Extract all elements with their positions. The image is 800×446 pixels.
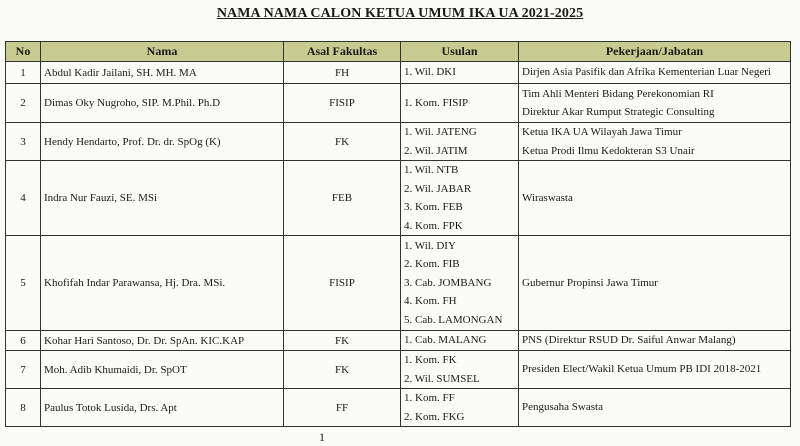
usulan-item: 2. Wil. JATIM [404, 144, 468, 157]
cell-fakultas [284, 331, 401, 351]
cell-no [6, 62, 41, 84]
cell-pekerjaan [519, 331, 791, 351]
usulan-item: 4. Kom. FH [404, 295, 457, 308]
cell-usulan [401, 331, 519, 351]
cell-no [6, 389, 41, 427]
nama-text: Dimas Oky Nugroho, SIP. M.Phil. Ph.D [44, 97, 221, 109]
nama-text: Hendy Hendarto, Prof. Dr. dr. SpOg (K) [44, 135, 221, 148]
pekerjaan-item: Direktur Akar Rumput Strategic Consulting [522, 106, 715, 118]
cell-pekerjaan [519, 84, 791, 123]
cell-fakultas [284, 161, 401, 236]
cell-nama [41, 123, 284, 161]
table-row [6, 161, 791, 236]
cell-nama [41, 236, 284, 331]
usulan-item: 4. Kom. FPK [404, 219, 463, 232]
fakultas-text: FISIP [329, 277, 355, 289]
usulan-item: 2. Wil. JABAR [404, 182, 472, 195]
usulan-item: 1. Wil. DIY [404, 239, 456, 252]
document-title: NAMA NAMA CALON KETUA UMUM IKA UA 2021-2025 [216, 6, 584, 21]
cell-nama [41, 351, 284, 389]
no-text: 8 [20, 401, 26, 414]
header-no: No [6, 42, 41, 62]
usulan-item: 1. Wil. JATENG [404, 126, 477, 138]
nama-text: Khofifah Indar Parawansa, Hj. Dra. MSi. [44, 277, 226, 289]
header-nama: Nama [41, 42, 284, 62]
usulan-item: 2. Kom. FIB [404, 258, 460, 271]
cell-fakultas [284, 236, 401, 331]
header-fakultas: Asal Fakultas [284, 42, 401, 62]
cell-pekerjaan [519, 389, 791, 427]
pekerjaan-item: Tim Ahli Menteri Bidang Perekonomian RI [522, 87, 714, 100]
fakultas-text: FK [334, 363, 350, 376]
usulan-item: 1. Kom. FISIP [404, 96, 469, 109]
header-pekerjaan: Pekerjaan/Jabatan [519, 42, 791, 62]
cell-usulan [401, 389, 519, 427]
cell-pekerjaan [519, 62, 791, 84]
table-row [6, 62, 791, 84]
table-row [6, 389, 791, 427]
cell-usulan [401, 62, 519, 84]
cell-nama [41, 84, 284, 123]
header-usulan: Usulan [401, 42, 519, 62]
no-text: 5 [20, 277, 26, 289]
candidates-table [5, 41, 791, 427]
cell-no [6, 161, 41, 236]
usulan-item: 1. Cab. MALANG [404, 334, 487, 347]
no-text: 2 [20, 97, 26, 109]
fakultas-text: FK [334, 135, 350, 148]
nama-text: Paulus Totok Lusida, Drs. Apt [44, 401, 177, 414]
no-text: 3 [20, 135, 26, 148]
nama-text: Kohar Hari Santoso, Dr. Dr. SpAn. KIC.KAP [44, 334, 245, 347]
cell-no [6, 351, 41, 389]
pekerjaan-item: Ketua IKA UA Wilayah Jawa Timur [522, 126, 682, 138]
pekerjaan-item: Gubernur Propinsi Jawa Timur [522, 276, 658, 289]
pekerjaan-item: Wiraswasta [522, 191, 573, 204]
cell-pekerjaan [519, 351, 791, 389]
cell-no [6, 236, 41, 331]
cell-no [6, 84, 41, 123]
nama-text: Abdul Kadir Jailani, SH. MH. MA [44, 66, 197, 79]
cell-fakultas [284, 84, 401, 123]
nama-text: Moh. Adib Khumaidi, Dr. SpOT [44, 363, 187, 376]
table-header-row [6, 42, 791, 62]
cell-nama [41, 62, 284, 84]
no-text: 7 [20, 363, 26, 376]
cell-pekerjaan [519, 161, 791, 236]
usulan-item: 3. Kom. FEB [404, 201, 463, 213]
cell-no [6, 331, 41, 351]
cell-no [6, 123, 41, 161]
cell-usulan [401, 123, 519, 161]
cell-usulan [401, 161, 519, 236]
cell-nama [41, 161, 284, 236]
fakultas-text: FK [334, 334, 350, 347]
fakultas-text: FF [335, 401, 349, 414]
no-text: 6 [20, 334, 26, 347]
table-row [6, 351, 791, 389]
no-text: 1 [20, 66, 26, 79]
usulan-item: 5. Cab. LAMONGAN [404, 313, 503, 326]
usulan-item: 1. Kom. FK [404, 354, 457, 366]
cell-pekerjaan [519, 236, 791, 331]
table-row [6, 123, 791, 161]
cell-fakultas [284, 351, 401, 389]
cell-usulan [401, 84, 519, 123]
usulan-item: 2. Kom. FKG [404, 410, 465, 423]
cell-nama [41, 389, 284, 427]
pekerjaan-item: Ketua Prodi Ilmu Kedokteran S3 Unair [522, 144, 695, 157]
table-row [6, 84, 791, 123]
cell-nama [41, 331, 284, 351]
cell-pekerjaan [519, 123, 791, 161]
table-row [6, 331, 791, 351]
usulan-item: 2. Wil. SUMSEL [404, 372, 480, 385]
cell-usulan [401, 236, 519, 331]
pekerjaan-item: Presiden Elect/Wakil Ketua Umum PB IDI 2018-2021 [522, 363, 762, 376]
fakultas-text: FEB [331, 192, 353, 204]
no-text: 4 [20, 192, 26, 204]
cell-fakultas [284, 389, 401, 427]
usulan-item: 3. Cab. JOMBANG [404, 276, 492, 289]
usulan-item: 1. Kom. FF [404, 392, 455, 404]
table-row [6, 236, 791, 331]
cell-usulan [401, 351, 519, 389]
pekerjaan-item: PNS (Direktur RSUD Dr. Saiful Anwar Malang) [522, 334, 736, 347]
fakultas-text: FH [334, 66, 350, 79]
fakultas-text: FISIP [329, 97, 355, 109]
pekerjaan-item: Dirjen Asia Pasifik dan Afrika Kementerian Luar Negeri [522, 66, 771, 79]
pekerjaan-item: Pengusaha Swasta [522, 401, 603, 414]
page-number: 1 [319, 430, 325, 444]
nama-text: Indra Nur Fauzi, SE. MSi [44, 192, 158, 204]
cell-fakultas [284, 123, 401, 161]
cell-fakultas [284, 62, 401, 84]
usulan-item: 1. Wil. NTB [404, 164, 459, 176]
usulan-item: 1. Wil. DKI [404, 66, 456, 79]
